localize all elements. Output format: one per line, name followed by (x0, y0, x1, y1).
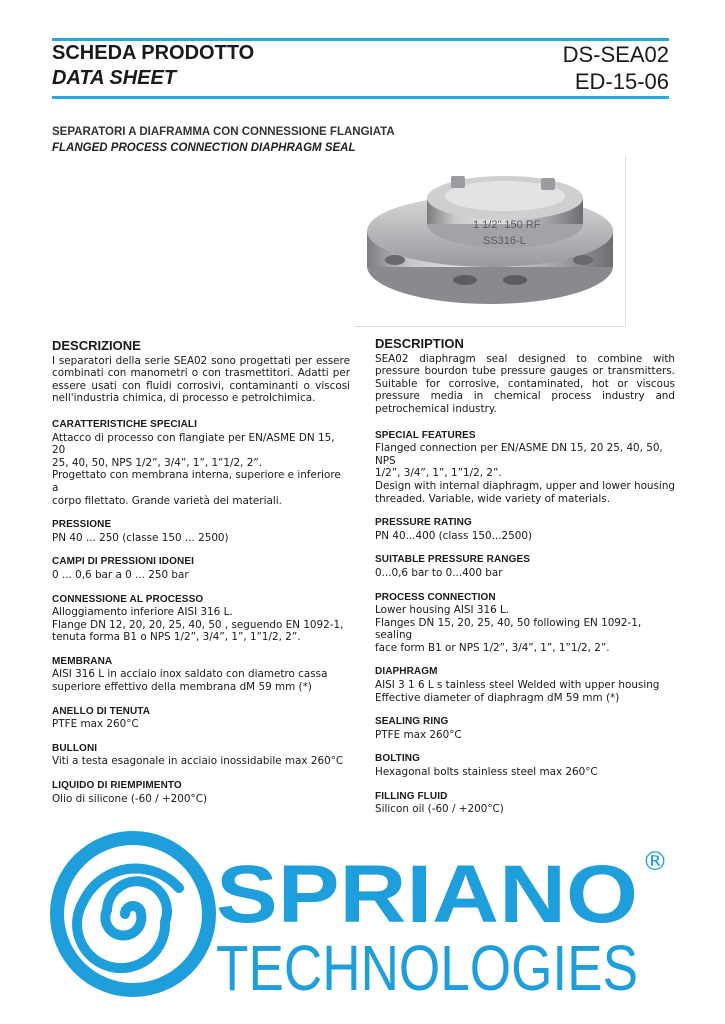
item-body: PTFE max 260°C (375, 728, 462, 741)
registered-mark: ® (642, 847, 668, 877)
item-heading: DIAPHRAGM (375, 666, 438, 678)
bolt-hole (573, 255, 593, 265)
item-heading: BOLTING (375, 753, 420, 765)
item-body: Alloggiamento inferiore AISI 316 L. Flange DN 12, 20, 20, 25, 40, 50 , seguendo EN 1092-1, tenuta forma B1 o NPS 1/2”, 3/4”, 1”, 1”1/2, 2”. (52, 606, 344, 644)
item-heading: CAMPI DI PRESSIONI IDONEI (52, 556, 194, 568)
item-body: 0 ... 0,6 bar a 0 ... 250 bar (52, 568, 189, 581)
item-body: Lower housing AISI 316 L. Flanges DN 15, 20, 25, 40, 50 following EN 1092-1, sealing face form B1 or NPS 1/2”, 3/4”, 1”, 1”1/2, 2”. (375, 604, 642, 654)
item-body: Silicon oil (-60 / +200°C) (375, 803, 504, 816)
spriano-logo (48, 822, 678, 1007)
title-english: DATA SHEET (52, 67, 177, 89)
intro-italian: I separatori della serie SEA02 sono progettati per essere combinati con manometri o con trasmettitori. Adatti per essere usati con fluidi corrosivi, contaminanti o viscosi nell'industria chimica, di processo e petrolchimica. (52, 354, 350, 405)
item-heading: ANELLO DI TENUTA (52, 705, 151, 717)
document-edition: ED-15-06 (574, 69, 669, 94)
item-heading: SUITABLE PRESSURE RANGES (375, 554, 531, 566)
item-heading: PROCESS CONNECTION (375, 591, 496, 603)
item-heading: PRESSURE RATING (375, 517, 472, 529)
item-heading: SEALING RING (375, 716, 449, 728)
subtitle-english: FLANGED PROCESS CONNECTION DIAPHRAGM SEAL (52, 142, 356, 154)
screw (451, 176, 465, 188)
item-body: PN 40...400 (class 150...2500) (375, 529, 532, 542)
italian-column (52, 340, 350, 817)
english-column (375, 338, 675, 828)
screw (541, 178, 555, 190)
item-body: Hexagonal bolts stainless steel max 260°C (375, 766, 598, 779)
bolt-hole (453, 275, 477, 285)
item-heading: MEMBRANA (52, 655, 113, 667)
tagline: TECHNOLOGIES (216, 932, 638, 1004)
item-body: AISI 316 L in acciaio inox saldato con diametro cassa superiore effettivo della membrana dM 59 mm (*) (52, 668, 328, 694)
bolt-hole (385, 255, 405, 265)
subtitle-italian: SEPARATORI A DIAFRAMMA CON CONNESSIONE FLANGIATA (52, 126, 395, 138)
engraving-size: 1 1/2" 150 RF (473, 219, 541, 231)
intro-english: SEA02 diaphragm seal designed to combine with pressure bourdon tube pressure gauges or transmitters. Suitable for corrosive, contaminated, hot or viscous pressure media in chemical process industry and petrochemical industry. (375, 352, 675, 415)
item-heading: BULLONI (52, 742, 98, 754)
item-body: Attacco di processo con flangiate per EN/ASME DN 15, 20 25, 40, 50, NPS 1/2”, 3/4”, 1”, 1”1/2, 2”. Progettato con membrana interna, superiore e inferiore a corpo filettato. Grande varietà dei materiali. (52, 431, 341, 507)
spiral-logo-icon (57, 838, 209, 990)
item-body: 0...0,6 bar to 0...400 bar (375, 566, 503, 579)
item-heading: LIQUIDO DI RIEMPIMENTO (52, 780, 182, 792)
product-photo (355, 156, 626, 327)
header-bottom-rule (52, 96, 669, 99)
item-heading: CONNESSIONE AL PROCESSO (52, 593, 204, 605)
bolt-hole (503, 275, 527, 285)
title-italian: SCHEDA PRODOTTO (52, 42, 255, 64)
item-body: Flanged connection per EN/ASME DN 15, 20 25, 40, 50, NPS 1/2”, 3/4”, 1”, 1”1/2, 2”. Design with internal diaphragm, upper and lower housing threaded. Variable, wide variety of materials. (375, 442, 676, 505)
item-heading: FILLING FLUID (375, 790, 448, 802)
item-heading: CARATTERISTICHE SPECIALI (52, 418, 197, 430)
item-body: AISI 3 1 6 L s tainless steel Welded with upper housing Effective diameter of diaphragm dM 59 mm (*) (375, 679, 660, 704)
brand-wordmark: SPRIANO (216, 849, 638, 940)
document-code: DS-SEA02 (562, 42, 669, 67)
item-heading: PRESSIONE (52, 519, 112, 531)
item-body: Olio di silicone (-60 / +200°C) (52, 792, 207, 805)
item-body: PN 40 ... 250 (classe 150 ... 2500) (52, 531, 229, 544)
item-heading: SPECIAL FEATURES (375, 429, 476, 441)
engraving-material: SS316-L (483, 235, 526, 247)
item-body: PTFE max 260°C (52, 718, 139, 731)
section-title-descrizione: DESCRIZIONE (52, 338, 141, 353)
header-top-rule (52, 38, 669, 41)
section-title-description: DESCRIPTION (375, 336, 464, 351)
item-body: Viti a testa esagonale in acciaio inossidabile max 260°C (52, 755, 344, 768)
